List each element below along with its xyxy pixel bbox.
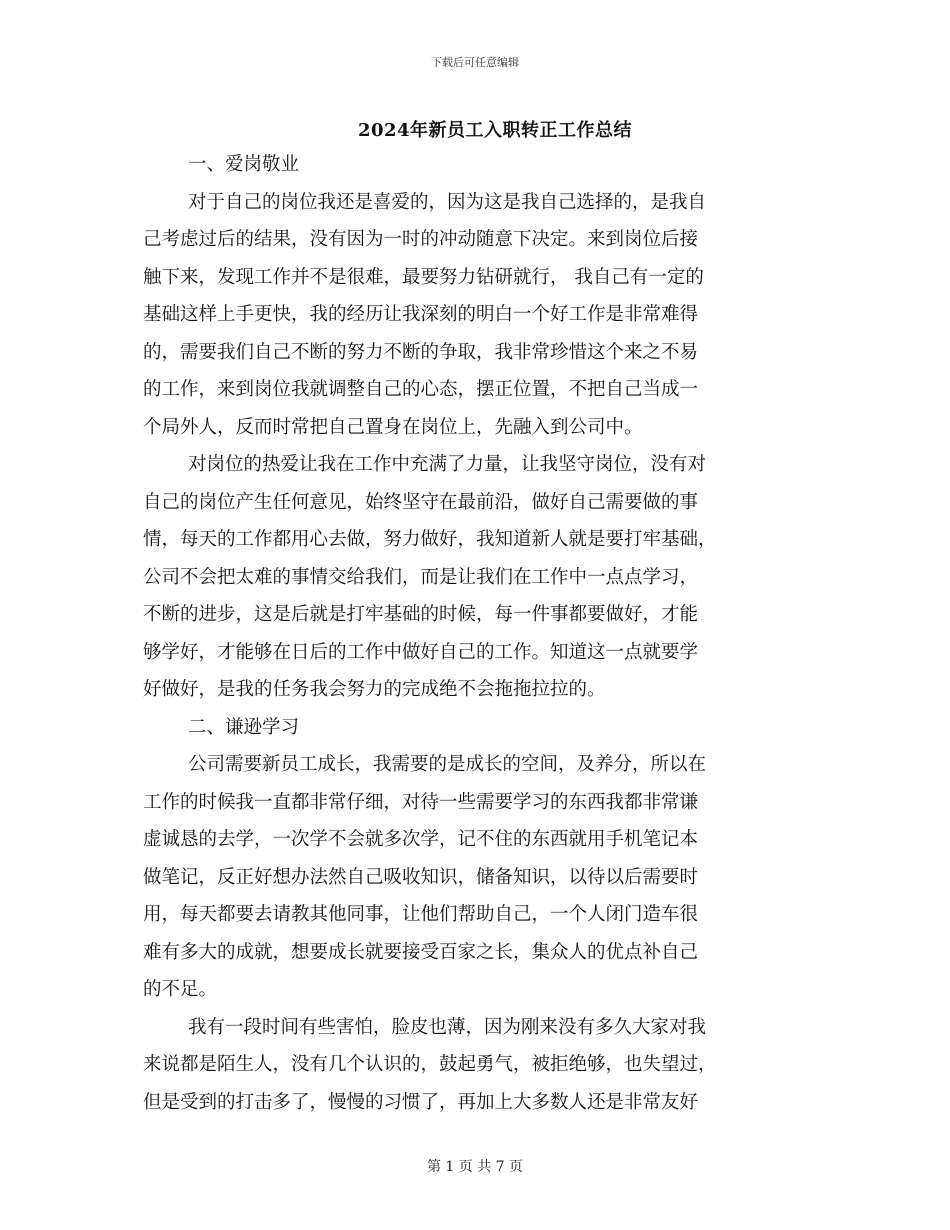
paragraph-line: 来说都是陌生人，没有几个认识的，鼓起勇气，被拒绝够，也失望过，	[143, 1054, 717, 1075]
paragraph-line: 的，需要我们自己不断的努力不断的争取，我非常珍惜这个来之不易	[143, 341, 699, 363]
page-header-note: 下载后可任意编辑	[431, 56, 519, 69]
paragraph-line: 虚诚恳的去学，一次学不会就多次学，记不住的东西就用手机笔记本	[143, 829, 699, 850]
paragraph-line: 公司需要新员工成长，我需要的是成长的空间，及养分，所以在	[188, 754, 707, 775]
section-heading: 二、谦逊学习	[188, 716, 300, 738]
paragraph-line: 但是受到的打击多了，慢慢的习惯了，再加上大多数人还是非常友好	[143, 1091, 699, 1113]
paragraph-line: 基础这样上手更快，我的经历让我深刻的明白一个好工作是非常难得	[143, 304, 699, 325]
paragraph-line: 的工作，来到岗位我就调整自己的心态，摆正位置，不把自己当成一	[143, 379, 699, 400]
paragraph-line: 好做好，是我的任务我会努力的完成绝不会拖拖拉拉的。	[143, 679, 606, 700]
paragraph-line: 个局外人，反而时常把自己置身在岗位上，先融入到公司中。	[143, 416, 643, 438]
paragraph-line: 自己的岗位产生任何意见，始终坚守在最前沿，做好自己需要做的事	[143, 491, 699, 513]
paragraph-line: 己考虑过后的结果，没有因为一时的冲动随意下决定。来到岗位后接	[143, 229, 699, 250]
page-number: 第 1 页 共 7 页	[426, 1159, 524, 1175]
paragraph-line: 对于自己的岗位我还是喜爱的，因为这是我自己选择的，是我自	[188, 191, 707, 213]
paragraph-line: 对岗位的热爱让我在工作中充满了力量，让我坚守岗位，没有对	[188, 454, 707, 475]
paragraph-line: 够学好，才能够在日后的工作中做好自己的工作。知道这一点就要学	[143, 641, 699, 663]
paragraph-line: 不断的进步，这是后就是打牢基础的时候，每一件事都要做好，才能	[143, 604, 699, 625]
paragraph-line: 用，每天都要去请教其他同事，让他们帮助自己，一个人闭门造车很	[143, 904, 699, 925]
paragraph-line: 情，每天的工作都用心去做，努力做好，我知道新人就是要打牢基础，	[143, 529, 717, 550]
document-body	[143, 146, 799, 1121]
document-title: 2024年新员工入职转正工作总结	[357, 120, 633, 141]
paragraph-line: 公司不会把太难的事情交给我们，而是让我们在工作中一点点学习，	[143, 566, 699, 588]
paragraph-line: 的不足。	[143, 979, 218, 1000]
paragraph-line: 触下来，发现工作并不是很难，最要努力钻研就行， 我自己有一定的	[143, 266, 704, 288]
paragraph-line: 我有一段时间有些害怕，脸皮也薄，因为刚来没有多久大家对我	[188, 1016, 707, 1038]
paragraph-line: 做笔记，反正好想办法然自己吸收知识，储备知识，以待以后需要时	[143, 866, 699, 888]
section-heading: 一、爱岗敬业	[188, 154, 300, 175]
paragraph-line: 工作的时候我一直都非常仔细，对待一些需要学习的东西我都非常谦	[143, 791, 699, 813]
paragraph-line: 难有多大的成就，想要成长就要接受百家之长，集众人的优点补自己	[143, 941, 699, 963]
